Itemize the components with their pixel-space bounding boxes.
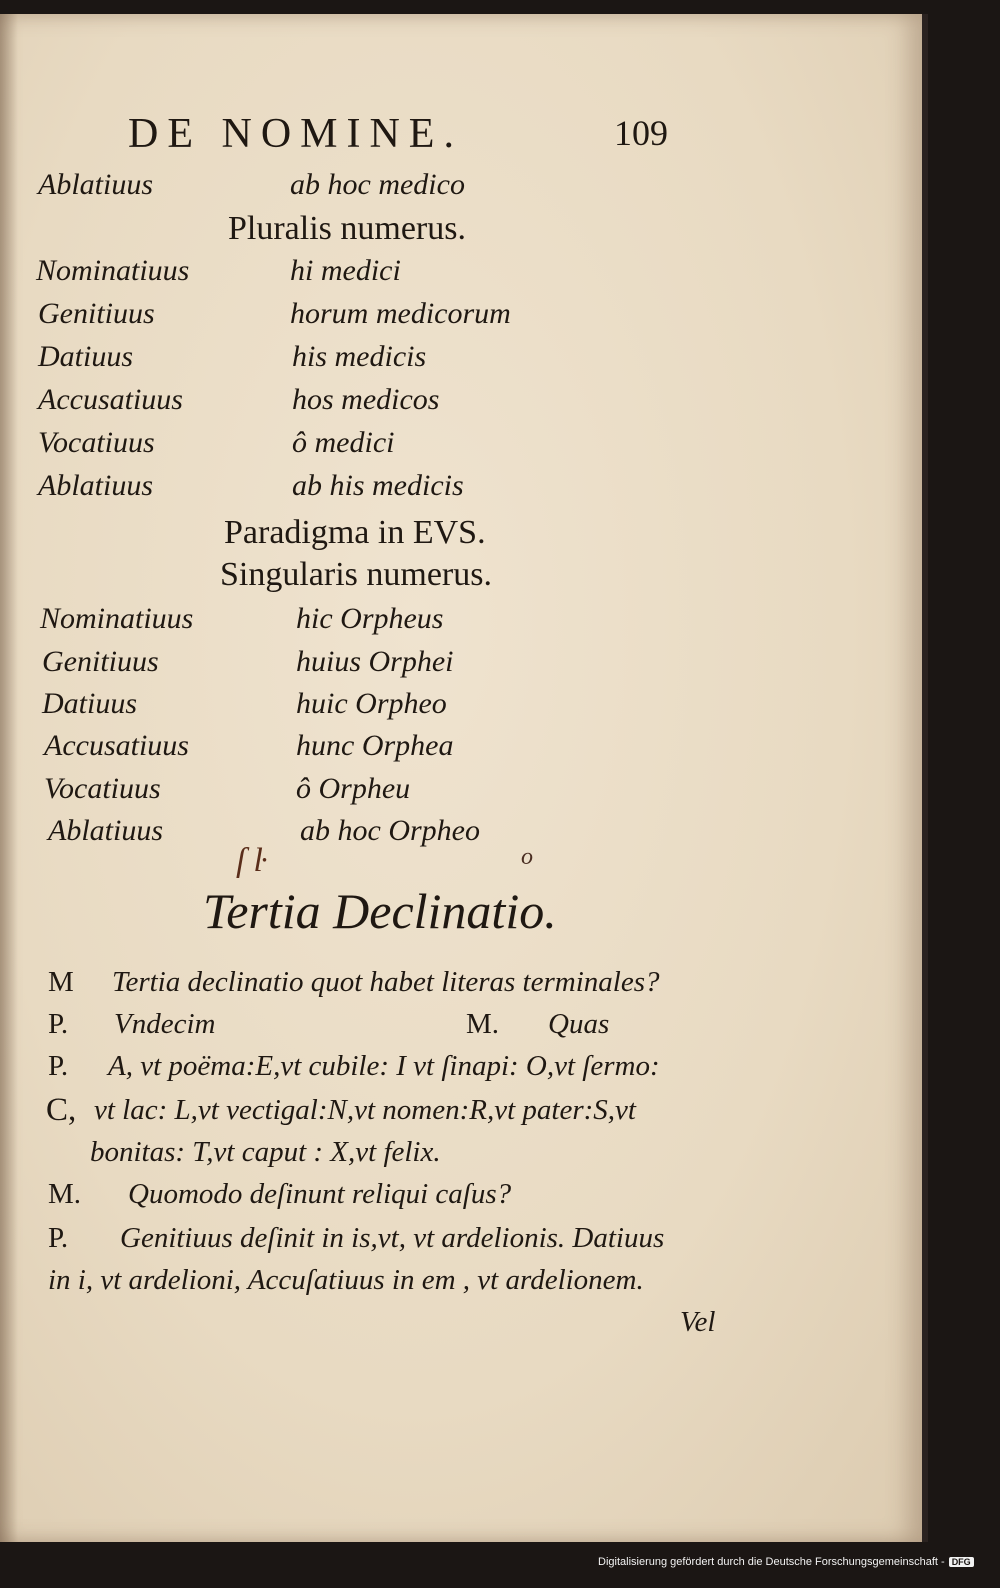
dialogue-line: A, vt poëma:E,vt cubile: I vt ſinapi: O,vt ſermo: bbox=[108, 1050, 660, 1082]
case-label: Accusatiuus bbox=[44, 729, 189, 762]
dialogue-line: vt lac: L,vt vectigal:N,vt nomen:R,vt pater:S,vt bbox=[94, 1094, 636, 1126]
dialogue-line: in i, vt ardelioni, Accuſatiuus in em , vt ardelionem. bbox=[48, 1264, 644, 1296]
paradigm-heading: Paradigma in EVS. bbox=[224, 514, 486, 551]
footer-text: Digitalisierung gefördert durch die Deutsche Forschungsgemeinschaft - bbox=[598, 1556, 945, 1568]
dialogue-line: Genitiuus deſinit in is,vt, vt ardelionis. Datiuus bbox=[120, 1222, 665, 1254]
dialogue-line: Vndecim bbox=[114, 1008, 216, 1040]
case-label: Nominatiuus bbox=[40, 602, 194, 635]
page-number: 109 bbox=[614, 113, 668, 153]
catchword: Vel bbox=[680, 1306, 716, 1338]
case-label: Ablatiuus bbox=[38, 168, 154, 201]
plural-heading: Pluralis numerus. bbox=[228, 210, 466, 247]
case-label: Nominatiuus bbox=[36, 254, 190, 287]
section-heading: Tertia Declinatio. bbox=[203, 883, 557, 939]
case-form: ô Orpheu bbox=[296, 772, 411, 805]
case-form: ab hoc Orpheo bbox=[300, 814, 480, 847]
speaker-label: P. bbox=[48, 1222, 69, 1254]
case-label: Accusatiuus bbox=[38, 383, 183, 416]
case-label: Vocatiuus bbox=[38, 426, 155, 459]
case-form: his medicis bbox=[292, 340, 427, 373]
book-page bbox=[0, 14, 928, 1542]
dialogue-line: Quas bbox=[548, 1008, 610, 1040]
case-form: ab hoc medico bbox=[290, 168, 465, 201]
case-form: huic Orpheo bbox=[296, 687, 447, 720]
footer-credit bbox=[598, 1556, 974, 1568]
speaker-label: M. bbox=[466, 1008, 500, 1040]
dfg-logo: DFG bbox=[949, 1557, 974, 1567]
handwritten-o: o bbox=[521, 844, 533, 870]
case-form: hos medicos bbox=[292, 383, 440, 416]
case-label: Genitiuus bbox=[38, 297, 155, 330]
speaker-label: P. bbox=[48, 1050, 69, 1082]
case-label: Ablatiuus bbox=[38, 469, 154, 502]
case-label: Genitiuus bbox=[42, 645, 159, 678]
case-form: hi medici bbox=[290, 254, 401, 287]
case-label: Vocatiuus bbox=[44, 772, 161, 805]
case-form: horum medicorum bbox=[290, 297, 511, 330]
speaker-label: C, bbox=[46, 1092, 77, 1128]
running-head: DE NOMINE. bbox=[128, 111, 463, 157]
dialogue-line: Tertia declinatio quot habet literas terminales? bbox=[112, 966, 660, 998]
case-form: hic Orpheus bbox=[296, 602, 444, 635]
speaker-label: M bbox=[48, 966, 74, 998]
case-label: Datiuus bbox=[42, 687, 138, 720]
dialogue-line: bonitas: T,vt caput : X,vt felix. bbox=[90, 1136, 441, 1168]
case-label: Datiuus bbox=[38, 340, 134, 373]
spine-shadow bbox=[0, 14, 18, 1542]
case-form: ô medici bbox=[292, 426, 395, 459]
handwritten-marks: ſ ŀ bbox=[236, 842, 265, 879]
singular-heading: Singularis numerus. bbox=[220, 556, 492, 593]
dialogue-line: Quomodo deſinunt reliqui caſus? bbox=[128, 1178, 512, 1210]
case-form: huius Orphei bbox=[296, 645, 454, 678]
speaker-label: P. bbox=[48, 1008, 69, 1040]
case-label: Ablatiuus bbox=[48, 814, 164, 847]
case-form: ab his medicis bbox=[292, 469, 464, 502]
case-form: hunc Orphea bbox=[296, 729, 454, 762]
speaker-label: M. bbox=[48, 1178, 82, 1210]
